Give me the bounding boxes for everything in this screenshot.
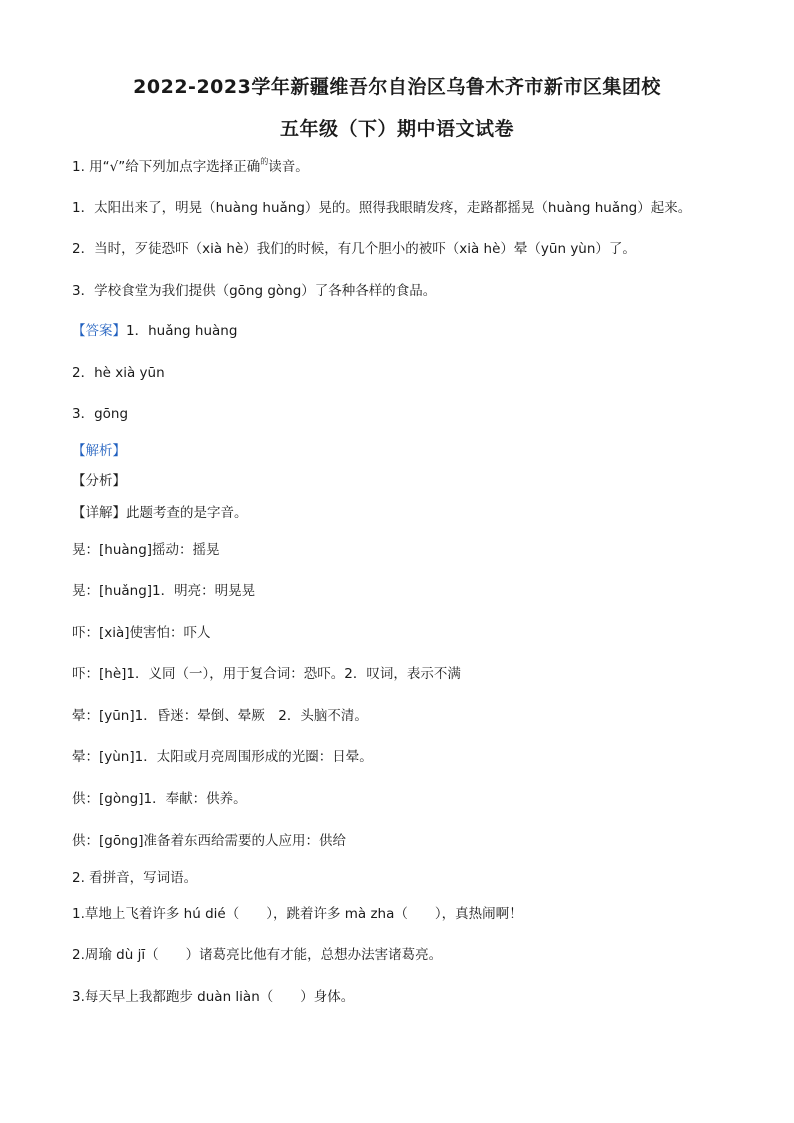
analysis-tag: 【解析】 — [72, 443, 126, 459]
question-1-prompt-text: 1. 用“√”给下列加点字选择正确 — [72, 159, 261, 175]
page-subtitle: 五年级（下）期中语文试卷 — [279, 118, 514, 140]
note-line: 晕：[yūn]1．昏迷：晕倒、晕厥 2．头脑不清。 — [72, 708, 368, 724]
answer-text: 1．huǎng huàng — [126, 323, 238, 339]
fenxi-tag: 【分析】 — [72, 473, 126, 489]
question-2-item: 3.每天早上我都跑步 duàn liàn（ ）身体。 — [72, 989, 355, 1005]
note-line: 供：[gòng]1．奉献：供养。 — [72, 791, 247, 807]
note-line: 吓：[xià]使害怕：吓人 — [72, 625, 211, 641]
answer-tag: 【答案】 — [72, 323, 126, 339]
note-line: 晕：[yùn]1．太阳或月亮周围形成的光圈：日晕。 — [72, 749, 373, 765]
detail-tag: 【详解】 — [72, 505, 126, 521]
note-line: 供：[gōng]准备着东西给需要的人应用：供给 — [72, 833, 346, 849]
question-1-prompt-tail: 读音。 — [268, 159, 309, 175]
question-1-item: 1．太阳出来了，明晃（huàng huǎng）晃的。照得我眼睛发疼，走路都摇晃（huàng huǎng）起来。 — [72, 200, 692, 216]
page-title: 2022-2023学年新疆维吾尔自治区乌鲁木齐市新市区集团校 — [133, 76, 661, 98]
detail-text: 此题考查的是字音。 — [126, 505, 248, 521]
answer-line: 3．gōng — [72, 406, 129, 422]
question-1-item: 2．当时，歹徒恐吓（xià hè）我们的时候，有几个胆小的被吓（xià hè）晕（yūn yùn）了。 — [72, 241, 636, 257]
question-2-item: 2.周瑜 dù jī（ ）诸葛亮比他有才能，总想办法害诸葛亮。 — [72, 947, 443, 963]
note-line: 吓：[hè]1．义同（一），用于复合词：恐吓。2．叹词，表示不满 — [72, 666, 461, 682]
question-1-item: 3．学校食堂为我们提供（gōng gòng）了各种各样的食品。 — [72, 283, 437, 299]
detail-line — [72, 504, 248, 522]
question-1-prompt — [72, 158, 309, 178]
question-2-item: 1.草地上飞着许多 hú dié（ ），跳着许多 mà zha（ ），真热闹啊！ — [72, 906, 523, 922]
question-1-prompt-ruby: 的 — [260, 157, 269, 166]
answer-line: 2．hè xià yūn — [72, 365, 165, 381]
note-line: 晃：[huǎng]1．明亮：明晃晃 — [72, 583, 256, 599]
question-2-prompt: 2. 看拼音，写词语。 — [72, 870, 198, 886]
note-line: 晃：[huàng]摇动：摇晃 — [72, 542, 220, 558]
answer-line — [72, 322, 237, 340]
